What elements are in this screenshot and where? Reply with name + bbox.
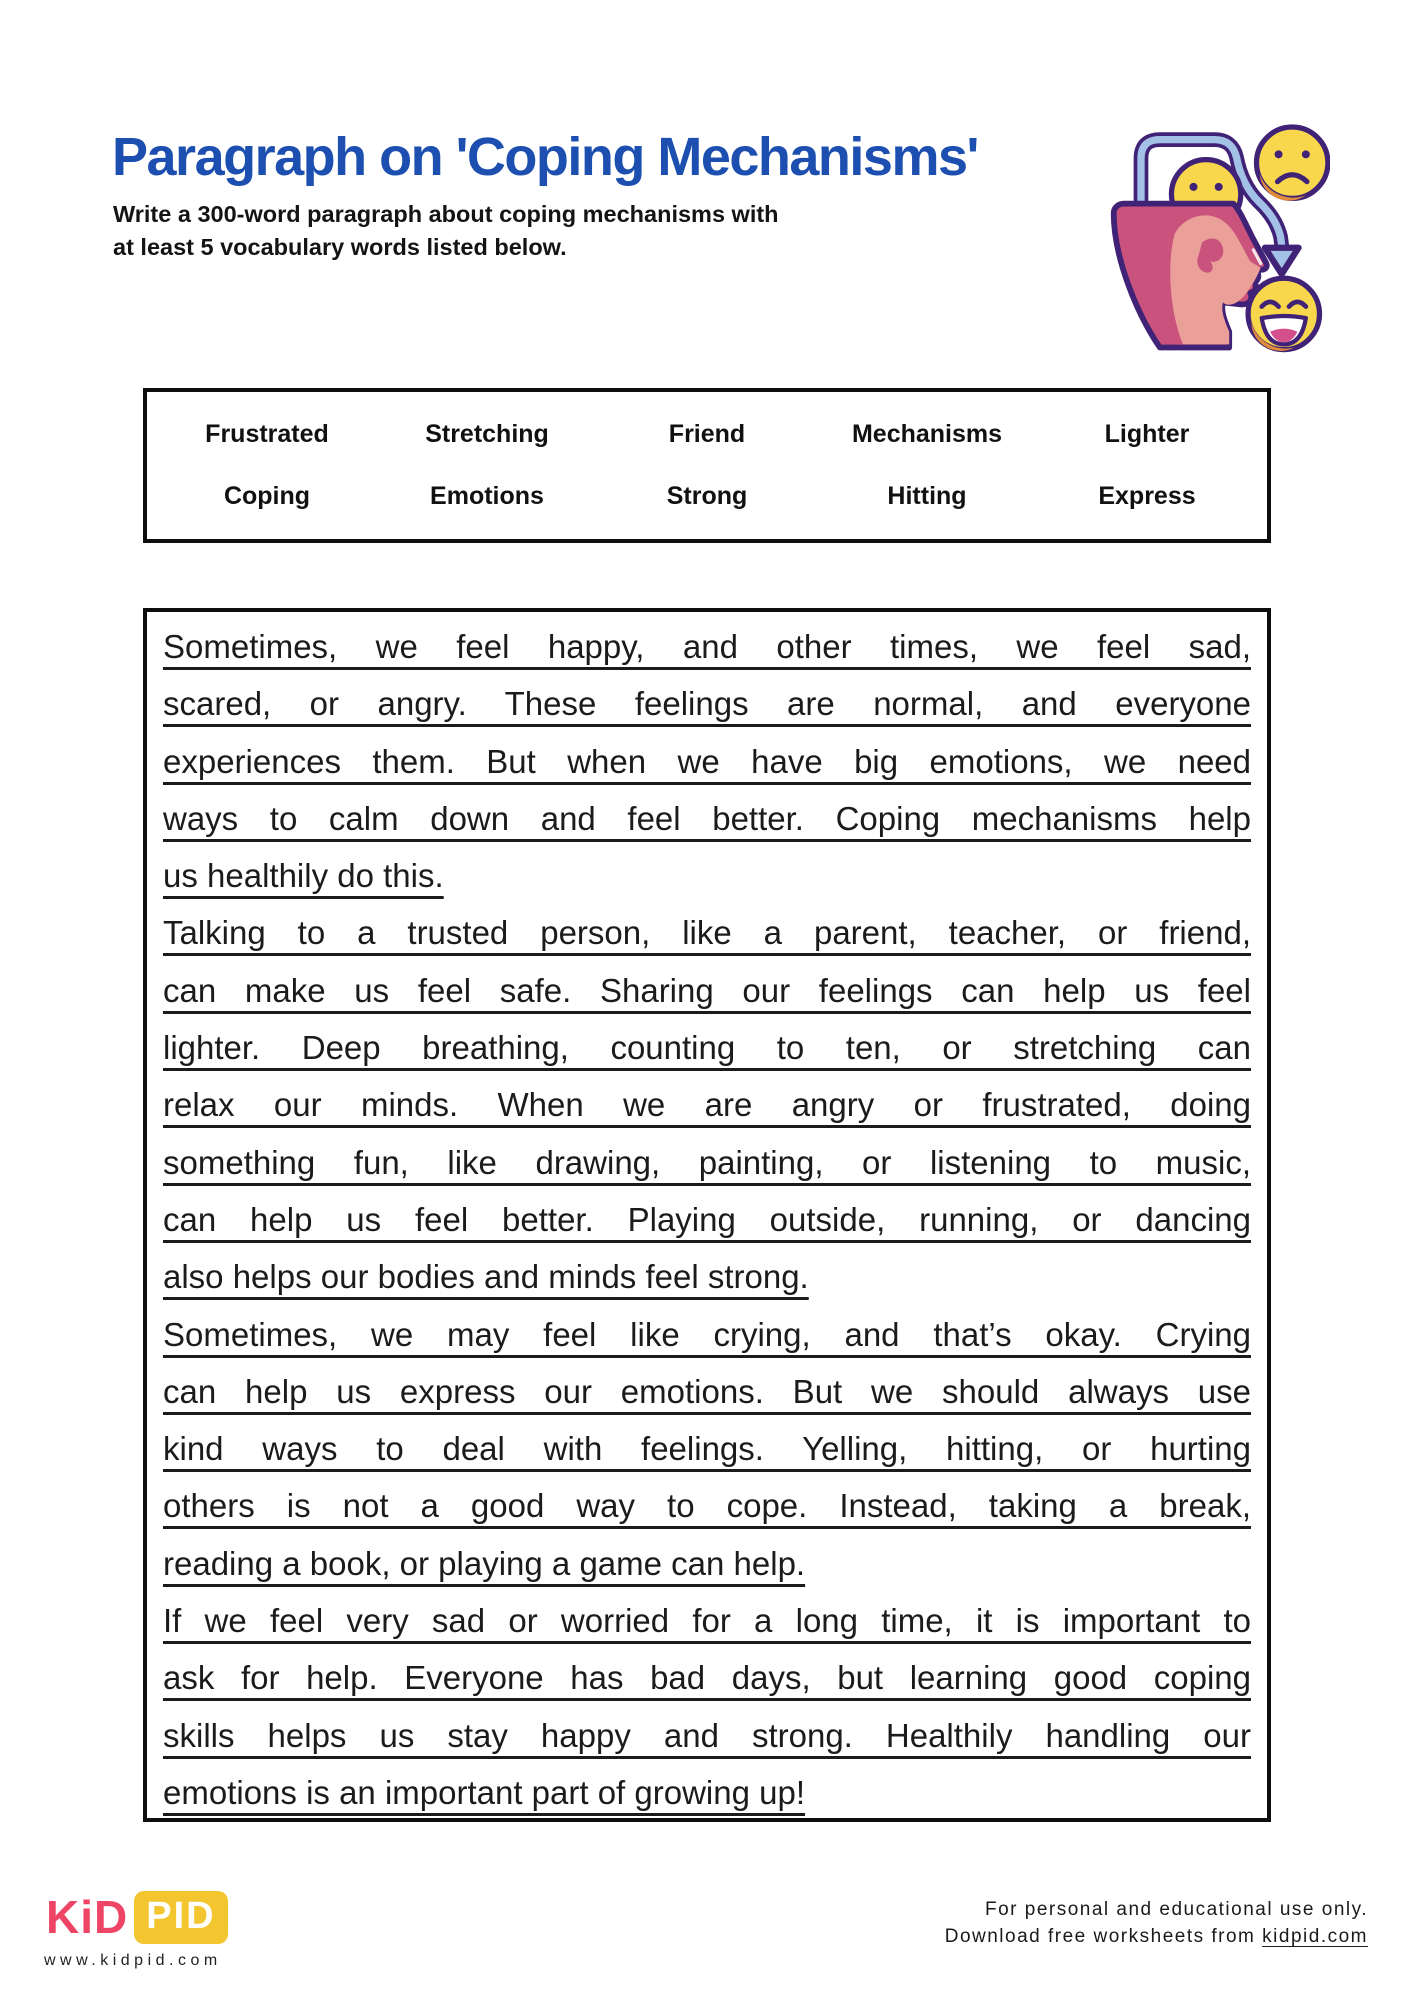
vocab-word: Emotions — [430, 481, 544, 510]
worksheet-line: ways to calm down and feel better. Coping mechanisms help — [163, 799, 1251, 837]
worksheet-line: can make us feel safe. Sharing our feelings can help us feel — [163, 971, 1251, 1009]
worksheet-line: Talking to a trusted person, like a parent, teacher, or friend, — [163, 914, 1251, 952]
kidpid-logo — [46, 1890, 228, 1944]
worksheet-line: emotions is an important part of growing up! — [163, 1773, 806, 1811]
footer-note-line-2-text: Download free worksheets from — [944, 1926, 1263, 1947]
worksheet-line: If we feel very sad or worried for a long time, it is important to — [163, 1602, 1251, 1640]
footer-note-line-1: For personal and educational use only. — [984, 1899, 1368, 1920]
worksheet-line: kind ways to deal with feelings. Yelling, hitting, or hurting — [163, 1430, 1251, 1468]
kidpid-logo-kid: KiD — [46, 1891, 129, 1943]
head-profile-with-emotions-icon — [1078, 108, 1330, 355]
worksheet-line: can help us express our emotions. But we should always use — [163, 1372, 1251, 1410]
worksheet-line: also helps our bodies and minds feel strong. — [163, 1258, 809, 1296]
worksheet-paragraph-box — [143, 608, 1271, 1822]
footer-note — [945, 1896, 1368, 1950]
vocab-word: Mechanisms — [851, 420, 1003, 449]
worksheet-line: scared, or angry. These feelings are normal, and everyone — [163, 685, 1251, 723]
vocab-word: Strong — [666, 481, 748, 510]
worksheet-line: others is not a good way to cope. Instead, taking a break, — [163, 1487, 1251, 1525]
happy-emoji-icon — [1248, 278, 1319, 351]
footer-note-line-2 — [945, 1923, 1368, 1950]
head-profile-icon — [1114, 204, 1267, 348]
worksheet-line: lighter. Deep breathing, counting to ten, or stretching can — [163, 1029, 1251, 1067]
kidpid-link[interactable]: kidpid.com — [1262, 1926, 1368, 1947]
vocab-word: Coping — [223, 481, 311, 510]
worksheet-line: reading a book, or playing a game can help. — [163, 1544, 806, 1582]
worksheet-line: us healthily do this. — [163, 857, 444, 895]
page-title: Paragraph on 'Coping Mechanisms' — [112, 127, 978, 187]
website-url: www.kidpid.com — [44, 1952, 222, 1969]
vocab-word: Stretching — [425, 420, 549, 449]
worksheet-line: can help us feel better. Playing outside, running, or dancing — [163, 1200, 1251, 1238]
vocab-word: Hitting — [887, 481, 967, 510]
vocab-word: Lighter — [1104, 420, 1190, 449]
worksheet-line: ask for help. Everyone has bad days, but learning good coping — [163, 1659, 1251, 1697]
subtitle-line-2: at least 5 vocabulary words listed below. — [113, 234, 567, 260]
sad-emoji-icon — [1257, 127, 1328, 201]
worksheet-line: Sometimes, we feel happy, and other times, we feel sad, — [163, 628, 1251, 665]
kidpid-logo-pid: PID — [134, 1891, 227, 1944]
vocab-word: Express — [1098, 481, 1196, 510]
worksheet-line: relax our minds. When we are angry or frustrated, doing — [163, 1086, 1251, 1124]
subtitle-line-1: Write a 300-word paragraph about coping mechanisms with — [113, 201, 779, 227]
vocab-word: Friend — [668, 420, 746, 449]
page-subtitle — [113, 198, 779, 264]
worksheet-line: skills helps us stay happy and strong. Healthily handling our — [163, 1716, 1251, 1754]
worksheet-line: experiences them. But when we have big emotions, we need — [163, 742, 1251, 780]
worksheet-line: Sometimes, we may feel like crying, and that’s okay. Crying — [163, 1315, 1251, 1353]
vocab-word: Frustrated — [205, 420, 329, 449]
vocabulary-box — [143, 388, 1271, 543]
worksheet-line: something fun, like drawing, painting, or listening to music, — [163, 1143, 1251, 1181]
arrow-down-icon — [1265, 248, 1299, 274]
